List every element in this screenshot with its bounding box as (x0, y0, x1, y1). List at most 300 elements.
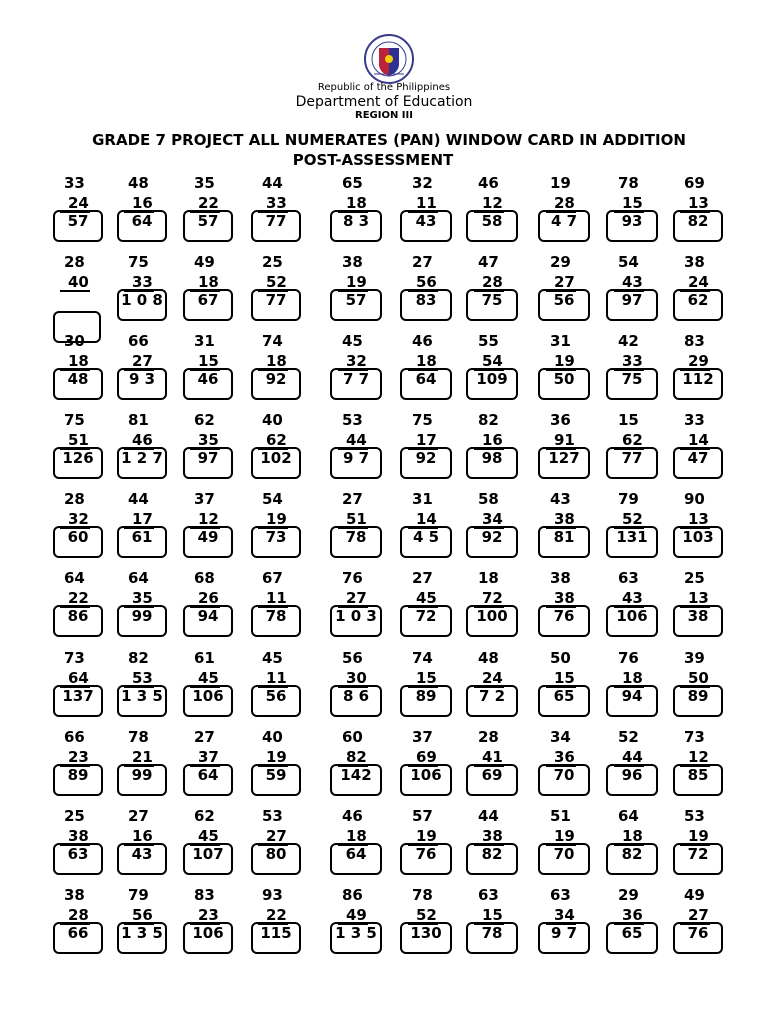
addend-bottom: 15 (622, 194, 643, 212)
addend-top: 27 (194, 728, 215, 746)
addend-top: 74 (262, 332, 283, 350)
answer-box[interactable] (251, 605, 301, 637)
addend-bottom: 33 (266, 194, 287, 212)
answer-box[interactable] (606, 685, 658, 717)
addend-bottom: 50 (688, 669, 709, 687)
addend-bottom: 19 (266, 510, 287, 528)
addend-bottom: 12 (482, 194, 503, 212)
addend-bottom: 23 (198, 906, 219, 924)
answer-box[interactable] (251, 843, 301, 875)
answer-box[interactable] (117, 526, 167, 558)
answer-box[interactable] (117, 447, 167, 479)
answer-box[interactable] (117, 368, 167, 400)
answer-box[interactable] (400, 210, 452, 242)
answer-box[interactable] (251, 922, 301, 954)
addend-bottom: 18 (198, 273, 219, 291)
addend-bottom: 56 (132, 906, 153, 924)
answer-box[interactable] (400, 843, 452, 875)
addend-bottom: 37 (198, 748, 219, 766)
answer-box[interactable] (466, 526, 518, 558)
addend-top: 67 (262, 569, 283, 587)
answer-box[interactable] (606, 289, 658, 321)
addend-top: 73 (64, 649, 85, 667)
addend-bottom: 12 (198, 510, 219, 528)
answer-box[interactable] (673, 764, 723, 796)
addend-bottom: 15 (554, 669, 575, 687)
region-label: REGION III (355, 110, 413, 121)
answer-value: 46 (197, 370, 219, 388)
answer-value: 1 3 5 (121, 687, 163, 705)
addend-top: 36 (550, 411, 571, 429)
addend-bottom: 49 (346, 906, 367, 924)
answer-box[interactable] (466, 289, 518, 321)
answer-box[interactable] (330, 210, 382, 242)
answer-value: 94 (621, 687, 643, 705)
answer-value: 75 (621, 370, 643, 388)
answer-value: 89 (67, 766, 89, 784)
answer-box[interactable] (606, 843, 658, 875)
addend-bottom: 62 (266, 431, 287, 449)
answer-value: 1 3 5 (335, 924, 377, 942)
answer-box[interactable] (330, 764, 382, 796)
addend-bottom: 41 (482, 748, 503, 766)
addend-bottom: 28 (482, 273, 503, 291)
addend-bottom: 15 (416, 669, 437, 687)
answer-box[interactable] (183, 685, 233, 717)
addend-top: 27 (128, 807, 149, 825)
addend-bottom: 35 (132, 589, 153, 607)
addend-bottom: 64 (68, 669, 89, 687)
answer-value: 73 (265, 528, 287, 546)
answer-box[interactable] (606, 368, 658, 400)
answer-box[interactable] (538, 526, 590, 558)
addend-top: 29 (550, 253, 571, 271)
answer-value: 56 (265, 687, 287, 705)
answer-value: 60 (67, 528, 89, 546)
addend-top: 53 (262, 807, 283, 825)
answer-value: 103 (682, 528, 714, 546)
answer-value: 92 (265, 370, 287, 388)
addend-bottom: 52 (416, 906, 437, 924)
answer-value: 82 (481, 845, 503, 863)
addend-bottom: 18 (622, 669, 643, 687)
addend-bottom: 13 (688, 589, 709, 607)
addend-bottom: 18 (622, 827, 643, 845)
answer-box[interactable] (251, 447, 301, 479)
addend-top: 35 (194, 174, 215, 192)
addend-bottom: 27 (266, 827, 287, 845)
addend-bottom: 34 (482, 510, 503, 528)
answer-box[interactable] (53, 764, 103, 796)
addend-top: 31 (550, 332, 571, 350)
answer-value: 1 0 3 (335, 607, 377, 625)
addend-top: 38 (684, 253, 705, 271)
answer-box[interactable] (330, 605, 382, 637)
answer-box[interactable] (538, 764, 590, 796)
addend-bottom: 34 (554, 906, 575, 924)
answer-box[interactable] (183, 447, 233, 479)
answer-box[interactable] (251, 764, 301, 796)
answer-box[interactable] (330, 843, 382, 875)
addend-top: 64 (64, 569, 85, 587)
answer-box[interactable] (466, 843, 518, 875)
answer-box[interactable] (538, 922, 590, 954)
addend-bottom: 28 (68, 906, 89, 924)
answer-box[interactable] (673, 685, 723, 717)
answer-value: 57 (197, 212, 219, 230)
answer-box[interactable] (606, 764, 658, 796)
answer-box[interactable] (673, 605, 723, 637)
addend-bottom: 19 (416, 827, 437, 845)
answer-box[interactable] (117, 685, 167, 717)
addend-bottom: 33 (132, 273, 153, 291)
answer-value: 1 3 5 (121, 924, 163, 942)
answer-value: 99 (131, 766, 153, 784)
addend-bottom: 28 (554, 194, 575, 212)
answer-box[interactable] (538, 605, 590, 637)
answer-value: 75 (481, 291, 503, 309)
addend-top: 75 (412, 411, 433, 429)
addend-bottom: 38 (554, 589, 575, 607)
answer-value: 8 6 (342, 687, 370, 705)
addend-bottom: 16 (132, 827, 153, 845)
answer-box[interactable] (53, 843, 103, 875)
answer-value: 102 (260, 449, 292, 467)
addend-top: 76 (342, 569, 363, 587)
answer-box[interactable] (673, 526, 723, 558)
answer-box[interactable] (466, 447, 518, 479)
addend-top: 44 (262, 174, 283, 192)
answer-box[interactable] (117, 289, 167, 321)
addend-top: 63 (618, 569, 639, 587)
answer-value: 76 (687, 924, 709, 942)
answer-box[interactable] (400, 289, 452, 321)
answer-value: 66 (67, 924, 89, 942)
answer-box[interactable] (330, 685, 382, 717)
addend-top: 49 (194, 253, 215, 271)
addend-top: 78 (618, 174, 639, 192)
addend-bottom: 33 (622, 352, 643, 370)
answer-box[interactable] (400, 605, 452, 637)
addend-top: 79 (618, 490, 639, 508)
answer-value: 62 (687, 291, 709, 309)
answer-value: 64 (415, 370, 437, 388)
addend-bottom: 56 (416, 273, 437, 291)
addend-bottom: 11 (266, 669, 287, 687)
answer-box[interactable] (538, 447, 590, 479)
addend-top: 65 (342, 174, 363, 192)
answer-value: 77 (265, 212, 287, 230)
addend-bottom: 52 (266, 273, 287, 291)
addend-top: 50 (550, 649, 571, 667)
answer-box[interactable] (466, 922, 518, 954)
answer-box[interactable] (117, 210, 167, 242)
addend-top: 93 (262, 886, 283, 904)
answer-value: 99 (131, 607, 153, 625)
answer-value: 78 (481, 924, 503, 942)
addend-top: 76 (618, 649, 639, 667)
answer-box[interactable] (466, 210, 518, 242)
answer-box[interactable] (251, 685, 301, 717)
addend-top: 27 (342, 490, 363, 508)
deped-seal-icon (364, 34, 414, 84)
answer-value: 59 (265, 766, 287, 784)
answer-value: 43 (131, 845, 153, 863)
addend-bottom: 51 (346, 510, 367, 528)
answer-box[interactable] (53, 605, 103, 637)
addend-top: 33 (64, 174, 85, 192)
answer-box[interactable] (606, 922, 658, 954)
sum-line (60, 290, 90, 292)
addend-top: 29 (618, 886, 639, 904)
addend-top: 18 (478, 569, 499, 587)
addend-top: 82 (128, 649, 149, 667)
answer-box[interactable] (538, 685, 590, 717)
addend-bottom: 14 (416, 510, 437, 528)
addend-top: 56 (342, 649, 363, 667)
answer-value: 65 (553, 687, 575, 705)
answer-box[interactable] (400, 764, 452, 796)
answer-box[interactable] (183, 289, 233, 321)
answer-box[interactable] (606, 447, 658, 479)
addend-top: 38 (342, 253, 363, 271)
answer-box[interactable] (53, 526, 103, 558)
answer-value: 47 (687, 449, 709, 467)
addend-bottom: 17 (416, 431, 437, 449)
answer-box[interactable] (53, 922, 103, 954)
answer-box[interactable] (606, 526, 658, 558)
answer-box[interactable] (673, 368, 723, 400)
addend-bottom: 53 (132, 669, 153, 687)
answer-value: 96 (621, 766, 643, 784)
answer-value: 127 (548, 449, 580, 467)
answer-box[interactable] (673, 843, 723, 875)
answer-value: 83 (415, 291, 437, 309)
answer-box[interactable] (538, 843, 590, 875)
answer-value: 76 (415, 845, 437, 863)
addend-top: 62 (194, 411, 215, 429)
republic-label: Republic of the Philippines (317, 82, 451, 93)
addend-top: 25 (684, 569, 705, 587)
answer-box[interactable] (466, 368, 518, 400)
addend-bottom: 11 (416, 194, 437, 212)
addend-bottom: 18 (346, 194, 367, 212)
addend-top: 49 (684, 886, 705, 904)
addend-top: 58 (478, 490, 499, 508)
addend-bottom: 44 (622, 748, 643, 766)
answer-value: 48 (67, 370, 89, 388)
answer-box[interactable] (53, 210, 103, 242)
addend-top: 54 (618, 253, 639, 271)
answer-box[interactable] (117, 605, 167, 637)
answer-box[interactable] (251, 526, 301, 558)
answer-value: 137 (62, 687, 94, 705)
answer-box[interactable] (183, 210, 233, 242)
answer-value: 142 (340, 766, 372, 784)
addend-top: 75 (128, 253, 149, 271)
answer-box[interactable] (606, 210, 658, 242)
answer-value: 97 (197, 449, 219, 467)
answer-value: 50 (553, 370, 575, 388)
answer-value: 4 7 (550, 212, 578, 230)
answer-value: 1 0 8 (121, 291, 163, 309)
addend-top: 45 (342, 332, 363, 350)
answer-value: 106 (192, 924, 224, 942)
addend-bottom: 36 (622, 906, 643, 924)
addend-top: 38 (64, 886, 85, 904)
answer-box[interactable] (330, 289, 382, 321)
addend-bottom: 82 (346, 748, 367, 766)
answer-value: 106 (616, 607, 648, 625)
answer-box[interactable] (330, 368, 382, 400)
addend-top: 73 (684, 728, 705, 746)
addend-bottom: 54 (482, 352, 503, 370)
answer-value: 78 (265, 607, 287, 625)
answer-value: 57 (67, 212, 89, 230)
answer-box[interactable] (53, 685, 103, 717)
addend-bottom: 27 (554, 273, 575, 291)
addend-bottom: 38 (482, 827, 503, 845)
addend-top: 46 (478, 174, 499, 192)
addend-top: 68 (194, 569, 215, 587)
addend-top: 64 (618, 807, 639, 825)
addend-bottom: 16 (482, 431, 503, 449)
addend-top: 83 (684, 332, 705, 350)
answer-box[interactable] (330, 447, 382, 479)
answer-value: 89 (687, 687, 709, 705)
answer-box[interactable] (53, 447, 103, 479)
answer-box[interactable] (53, 368, 103, 400)
addend-bottom: 22 (266, 906, 287, 924)
answer-value: 70 (553, 766, 575, 784)
answer-value: 85 (687, 766, 709, 784)
answer-box[interactable] (183, 526, 233, 558)
addend-bottom: 45 (198, 827, 219, 845)
answer-value: 106 (192, 687, 224, 705)
answer-box[interactable] (400, 922, 452, 954)
answer-value: 58 (481, 212, 503, 230)
addend-top: 39 (684, 649, 705, 667)
addend-bottom: 27 (132, 352, 153, 370)
addend-bottom: 32 (346, 352, 367, 370)
addend-top: 75 (64, 411, 85, 429)
addend-top: 55 (478, 332, 499, 350)
answer-value: 109 (476, 370, 508, 388)
answer-value: 9 7 (342, 449, 370, 467)
answer-box[interactable] (251, 289, 301, 321)
addend-bottom: 45 (416, 589, 437, 607)
answer-box[interactable] (538, 210, 590, 242)
addend-bottom: 24 (68, 194, 89, 212)
answer-box[interactable] (400, 685, 452, 717)
answer-value: 1 2 7 (121, 449, 163, 467)
answer-box[interactable] (466, 764, 518, 796)
answer-box[interactable] (466, 685, 518, 717)
answer-box[interactable] (251, 210, 301, 242)
answer-value: 9 3 (128, 370, 156, 388)
addend-bottom: 18 (266, 352, 287, 370)
addend-top: 53 (684, 807, 705, 825)
addend-top: 83 (194, 886, 215, 904)
answer-box[interactable] (673, 289, 723, 321)
addend-top: 28 (478, 728, 499, 746)
addend-bottom: 27 (346, 589, 367, 607)
answer-box[interactable] (117, 843, 167, 875)
answer-box[interactable] (400, 526, 452, 558)
addend-top: 86 (342, 886, 363, 904)
answer-box[interactable] (400, 368, 452, 400)
addend-bottom: 46 (132, 431, 153, 449)
addend-top: 78 (412, 886, 433, 904)
answer-value: 38 (687, 607, 709, 625)
answer-box[interactable] (183, 843, 233, 875)
addend-bottom: 62 (622, 431, 643, 449)
answer-value: 93 (621, 212, 643, 230)
addend-top: 31 (194, 332, 215, 350)
answer-value: 67 (197, 291, 219, 309)
answer-box[interactable] (673, 210, 723, 242)
addend-top: 31 (412, 490, 433, 508)
addend-top: 46 (412, 332, 433, 350)
answer-box[interactable] (183, 605, 233, 637)
addend-bottom: 27 (688, 906, 709, 924)
answer-value: 86 (67, 607, 89, 625)
addend-top: 25 (64, 807, 85, 825)
answer-box[interactable] (251, 368, 301, 400)
answer-box[interactable] (330, 526, 382, 558)
addend-top: 27 (412, 253, 433, 271)
addend-top: 63 (478, 886, 499, 904)
addend-bottom: 32 (68, 510, 89, 528)
addend-top: 52 (618, 728, 639, 746)
answer-box[interactable] (673, 922, 723, 954)
answer-box[interactable] (330, 922, 382, 954)
answer-box[interactable] (673, 447, 723, 479)
addend-top: 81 (128, 411, 149, 429)
answer-box[interactable] (117, 922, 167, 954)
answer-box[interactable] (538, 289, 590, 321)
answer-box[interactable] (538, 368, 590, 400)
addend-top: 62 (194, 807, 215, 825)
answer-box[interactable] (466, 605, 518, 637)
addend-top: 43 (550, 490, 571, 508)
answer-value: 4 5 (412, 528, 440, 546)
addend-bottom: 13 (688, 194, 709, 212)
addend-top: 60 (342, 728, 363, 746)
answer-box[interactable] (183, 764, 233, 796)
addend-bottom: 19 (554, 827, 575, 845)
answer-box[interactable] (183, 922, 233, 954)
addend-bottom: 51 (68, 431, 89, 449)
answer-box[interactable] (117, 764, 167, 796)
addend-bottom: 24 (482, 669, 503, 687)
answer-box[interactable] (183, 368, 233, 400)
addend-bottom: 36 (554, 748, 575, 766)
answer-value: 82 (621, 845, 643, 863)
answer-value: 130 (410, 924, 442, 942)
answer-box[interactable] (400, 447, 452, 479)
answer-value: 76 (553, 607, 575, 625)
answer-value: 7 2 (478, 687, 506, 705)
addend-bottom: 13 (688, 510, 709, 528)
answer-box[interactable] (606, 605, 658, 637)
addend-top: 34 (550, 728, 571, 746)
addend-top: 44 (478, 807, 499, 825)
answer-value: 92 (415, 449, 437, 467)
addend-top: 64 (128, 569, 149, 587)
addend-bottom: 26 (198, 589, 219, 607)
answer-value: 64 (345, 845, 367, 863)
